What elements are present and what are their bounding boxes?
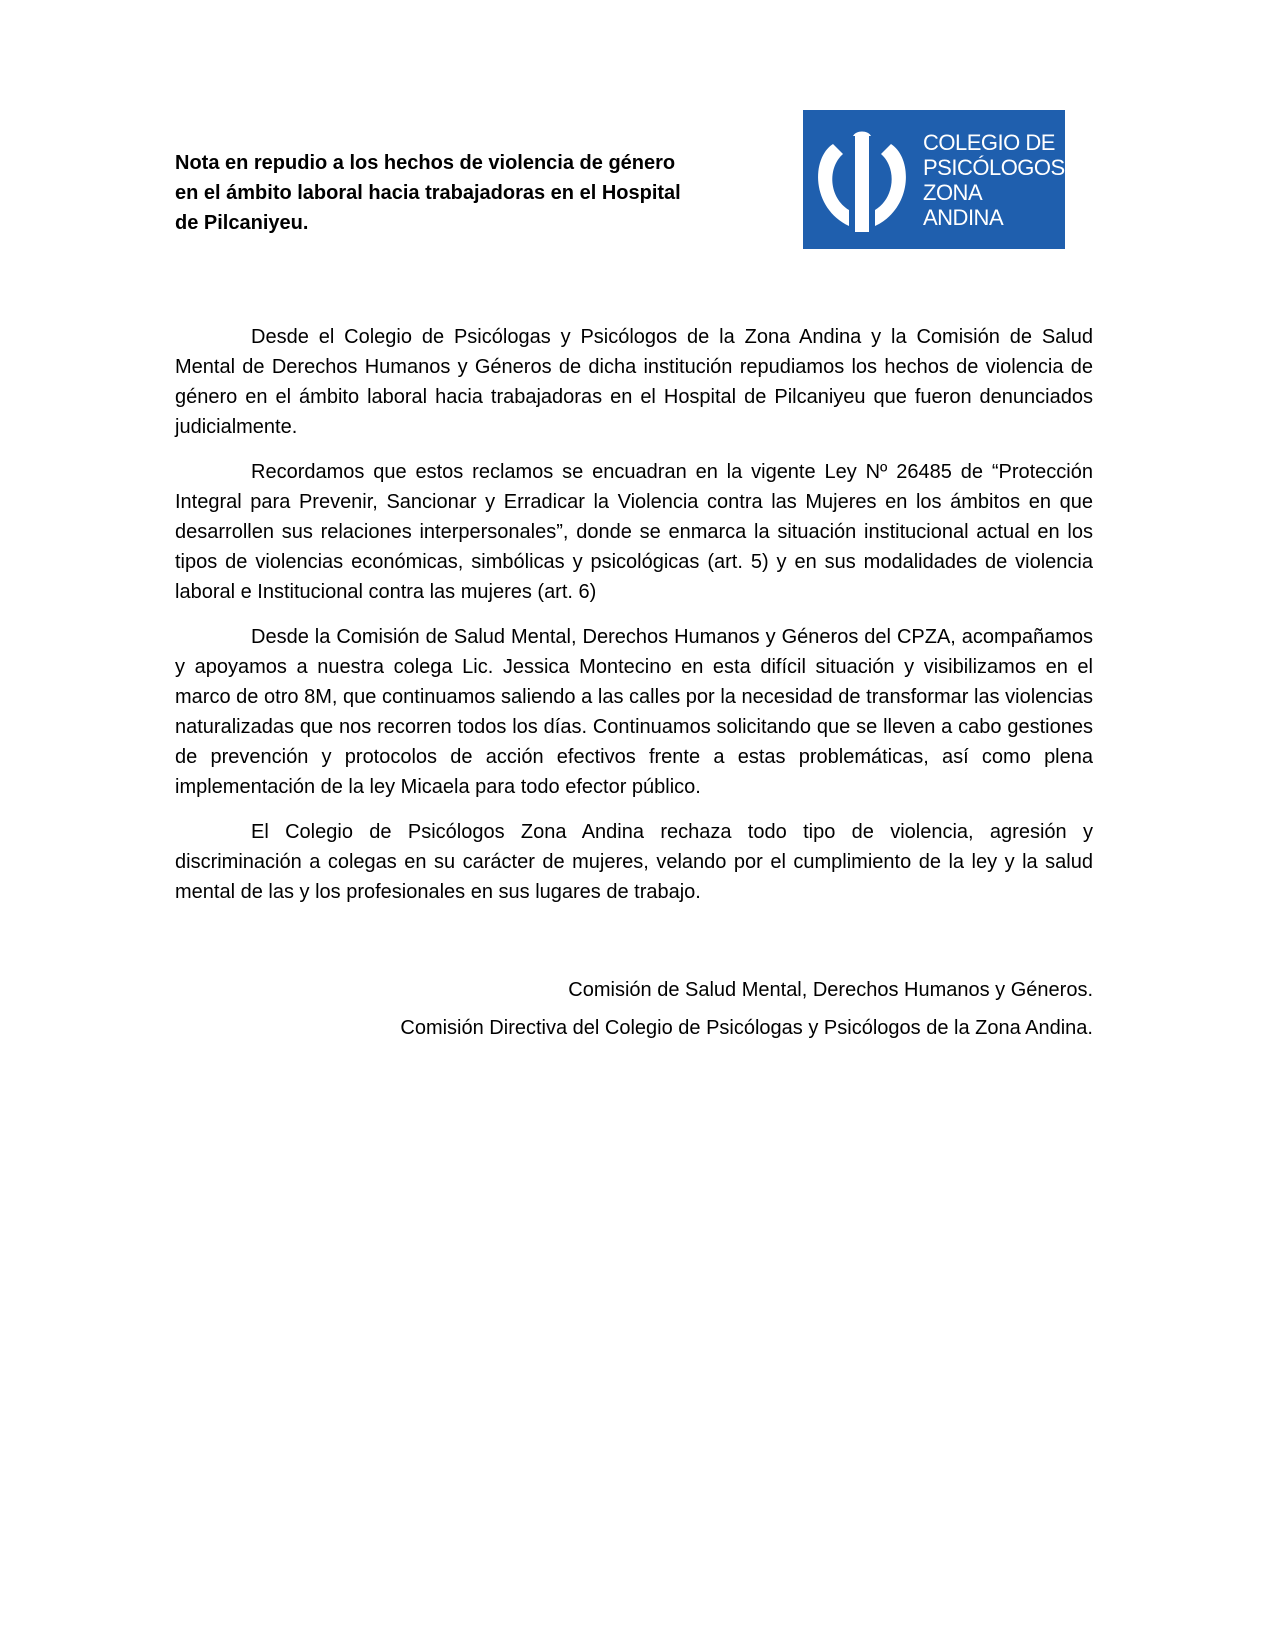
document-title: Nota en repudio a los hechos de violencia de género en el ámbito laboral hacia trabajadoras en el Hospital de Pilcaniyeu. bbox=[175, 152, 681, 234]
letter-body bbox=[175, 322, 1093, 922]
logo-line-1: COLEGIO DE bbox=[923, 129, 1055, 155]
signature-line-2: Comisión Directiva del Colegio de Psicólogas y Psicólogos de la Zona Andina. bbox=[400, 1017, 1093, 1039]
paragraph-4: El Colegio de Psicólogos Zona Andina rechaza todo tipo de violencia, agresión y discriminación a colegas en su carácter de mujeres, velando por el cumplimiento de la ley y la salud mental de las y los profesionales en sus lugares de trabajo. bbox=[175, 821, 1093, 903]
signature-line-1: Comisión de Salud Mental, Derechos Humanos y Géneros. bbox=[568, 979, 1093, 1001]
colegio-logo bbox=[803, 110, 1065, 249]
psi-symbol-icon bbox=[803, 110, 921, 249]
paragraph-1: Desde el Colegio de Psicólogas y Psicólogos de la Zona Andina y la Comisión de Salud Mental de Derechos Humanos y Géneros de dicha institución repudiamos los hechos de violencia de género en el ámbito laboral hacia trabajadoras en el Hospital de Pilcaniyeu que fueron denunciados judicialmente. bbox=[175, 326, 1093, 438]
logo-line-2: PSICÓLOGOS bbox=[923, 154, 1065, 180]
paragraph-3: Desde la Comisión de Salud Mental, Derechos Humanos y Géneros del CPZA, acompañamos y apoyamos a nuestra colega Lic. Jessica Montecino en esta difícil situación y visibilizamos en el marco de otro 8M, que continuamos saliendo a las calles por la necesidad de transformar las violencias naturalizadas que nos recorren todos los días. Continuamos solicitando que se lleven a cabo gestiones de prevención y protocolos de acción efectivos frente a estas problemáticas, así como plena implementación de la ley Micaela para todo efector público. bbox=[175, 626, 1093, 798]
paragraph-2: Recordamos que estos reclamos se encuadran en la vigente Ley Nº 26485 de “Protección Integral para Prevenir, Sancionar y Erradicar la Violencia contra las Mujeres en los ámbitos en que desarrollen sus relaciones interpersonales”, donde se enmarca la situación institucional actual en los tipos de violencias económicas, simbólicas y psicológicas (art. 5) y en sus modalidades de violencia laboral e Institucional contra las mujeres (art. 6) bbox=[175, 461, 1093, 603]
signature-block bbox=[400, 975, 1093, 1051]
logo-text bbox=[921, 130, 1065, 230]
logo-line-3: ZONA ANDINA bbox=[923, 179, 1004, 230]
